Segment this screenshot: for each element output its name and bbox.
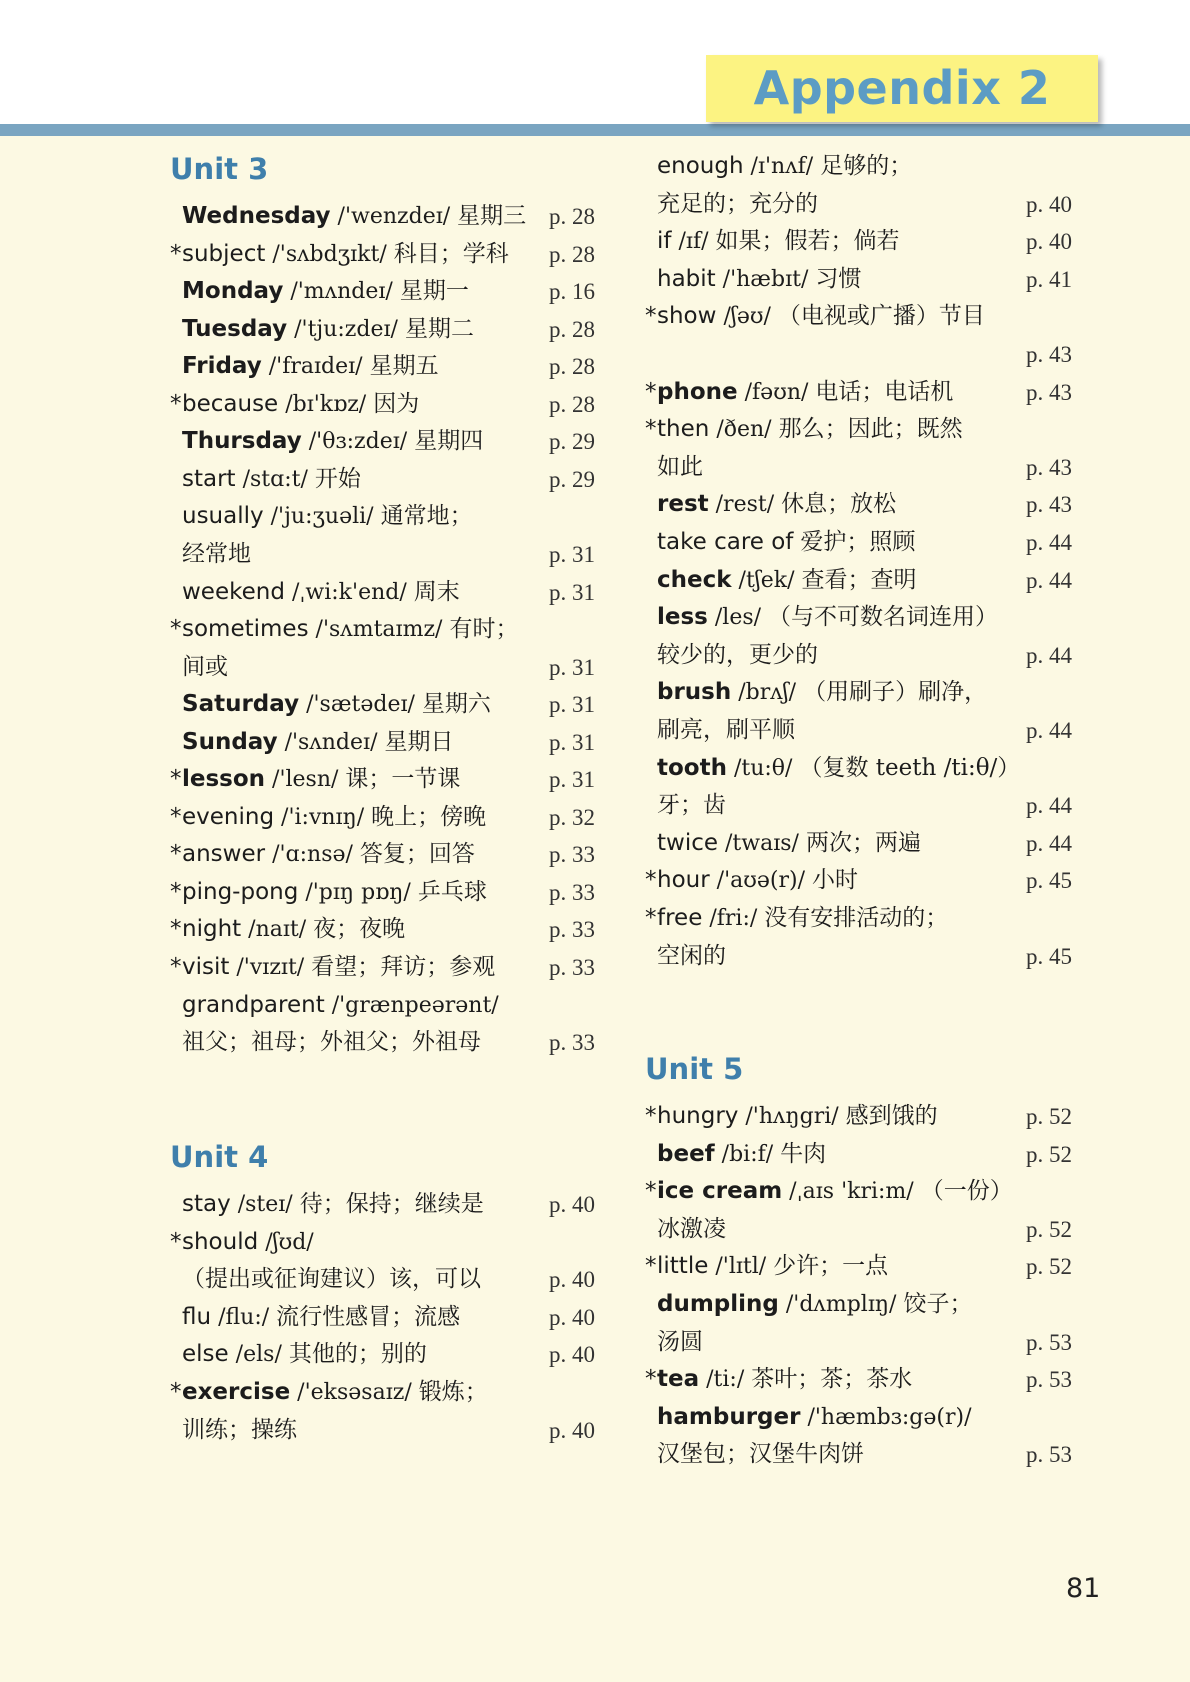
chinese-meaning: 如果；假若；倘若 <box>715 228 900 255</box>
unit-3-title: Unit 3 <box>170 152 269 186</box>
vocab-line <box>170 799 595 836</box>
page-reference: p. 40 <box>549 1304 595 1330</box>
vocab-line <box>170 236 595 273</box>
star-marker: * <box>170 240 182 267</box>
phonetic: /'pɪŋ pɒŋ/ <box>298 879 418 905</box>
vocab-word: Friday <box>182 353 262 380</box>
chinese-meaning: 查看；查明 <box>801 566 917 593</box>
vocab-line <box>170 198 595 235</box>
page-reference: p. 43 <box>1026 379 1072 405</box>
vocab-line <box>645 148 1072 185</box>
page-reference: p. 44 <box>1026 793 1072 819</box>
vocab-line <box>645 336 1072 373</box>
chinese-meaning: 间或 <box>182 653 228 680</box>
star-marker: * <box>645 905 657 931</box>
phonetic: /ðen/ <box>709 417 779 443</box>
vocab-word: else <box>182 1341 229 1368</box>
vocab-word: start <box>182 465 236 492</box>
chinese-meaning: 习惯 <box>815 265 862 292</box>
vocab-word: evening <box>182 803 275 830</box>
chinese-meaning: （复数 teeth /ti:θ/） <box>799 754 1021 781</box>
vocab-line <box>170 874 595 911</box>
chinese-meaning: 如此 <box>657 453 703 480</box>
vocab-word: show <box>657 303 717 330</box>
chinese-meaning: 看望；拜访；参观 <box>311 954 496 980</box>
vocab-word: ice cream <box>657 1178 783 1205</box>
phonetic: /rest/ <box>708 492 782 518</box>
page-reference: p. 31 <box>549 729 595 755</box>
vocab-line <box>645 825 1072 862</box>
vocab-word: then <box>657 416 710 443</box>
vocab-word: sometimes <box>182 616 309 643</box>
star-marker: * <box>170 766 182 793</box>
chinese-meaning: 没有安排活动的； <box>764 905 949 931</box>
page-reference: p. 44 <box>1026 830 1072 856</box>
vocab-line <box>645 562 1072 599</box>
page-reference: p. 28 <box>549 316 595 342</box>
star-marker: * <box>170 1228 182 1255</box>
vocab-word: because <box>182 390 279 417</box>
phonetic: /'i:vnɪŋ/ <box>274 804 372 830</box>
page-reference: p. 28 <box>549 241 595 267</box>
page-reference: p. 40 <box>549 1417 595 1443</box>
star-marker: * <box>645 1253 657 1280</box>
vocab-line <box>170 461 595 498</box>
page-reference: p. 53 <box>1026 1329 1072 1355</box>
vocab-word: Monday <box>182 278 284 305</box>
page-reference: p. 33 <box>549 917 595 943</box>
appendix-banner <box>706 55 1098 122</box>
vocab-line <box>170 1261 595 1298</box>
vocab-word: Thursday <box>182 428 302 455</box>
phonetic: /naɪt/ <box>241 917 314 943</box>
phonetic: /ʃʊd/ <box>258 1229 314 1255</box>
vocab-word: dumpling <box>657 1291 779 1317</box>
chinese-meaning: 汤圆 <box>657 1328 703 1355</box>
vocab-word: twice <box>657 829 719 856</box>
vocab-line <box>170 536 595 573</box>
vocab-line <box>645 938 1072 975</box>
phonetic: /'aʊə(r)/ <box>709 868 813 894</box>
vocab-word: less <box>657 604 708 631</box>
chinese-meaning: 小时 <box>812 867 859 894</box>
phonetic: /'sætədeɪ/ <box>299 692 422 718</box>
vocab-line <box>645 1173 1072 1210</box>
vocab-line <box>170 1224 595 1261</box>
vocab-line <box>645 449 1072 486</box>
vocab-word: check <box>657 566 732 593</box>
vocab-word: subject <box>182 240 266 267</box>
vocab-line <box>645 524 1072 561</box>
page-reference: p. 16 <box>549 279 595 305</box>
phonetic: /flu:/ <box>211 1304 277 1330</box>
chinese-meaning: 科目；学科 <box>393 240 509 267</box>
chinese-meaning: （提出或征询建议）该，可以 <box>182 1266 481 1293</box>
phonetic: /les/ <box>707 605 769 631</box>
page-reference: p. 52 <box>1026 1254 1072 1280</box>
vocab-word: brush <box>657 679 732 706</box>
chinese-meaning: 祖父；祖母；外祖父；外祖母 <box>182 1029 481 1056</box>
vocab-line <box>170 987 595 1024</box>
vocab-word: hamburger <box>657 1403 801 1430</box>
phonetic: /brʌʃ/ <box>731 680 804 706</box>
vocab-word: habit <box>657 265 716 292</box>
page-reference: p. 29 <box>549 466 595 492</box>
page-reference: p. 31 <box>549 541 595 567</box>
chinese-meaning: 较少的，更少的 <box>657 641 818 668</box>
vocab-line <box>645 862 1072 899</box>
chinese-meaning: 因为 <box>373 390 420 417</box>
vocab-word: free <box>657 905 703 931</box>
phonetic: /tu:θ/ <box>726 755 800 781</box>
page-reference: p. 52 <box>1026 1216 1072 1242</box>
phonetic: /'hʌŋgri/ <box>738 1104 846 1129</box>
phonetic: /'dʌmplɪŋ/ <box>778 1292 904 1317</box>
vocab-line <box>645 411 1072 448</box>
vocab-line <box>170 386 595 423</box>
phonetic: /els/ <box>228 1342 289 1368</box>
vocab-line <box>645 1248 1072 1285</box>
vocab-word: flu <box>182 1303 212 1330</box>
page-reference: p. 53 <box>1026 1367 1072 1393</box>
vocab-line <box>645 223 1072 260</box>
vocab-word: Tuesday <box>182 315 288 342</box>
chinese-meaning: 乒乓球 <box>417 878 487 905</box>
vocab-line <box>645 1324 1072 1361</box>
chinese-meaning: 爱护；照顾 <box>800 529 916 555</box>
page-reference: p. 28 <box>549 204 595 229</box>
star-marker: * <box>170 954 182 980</box>
star-marker: * <box>170 616 182 643</box>
vocab-line <box>645 186 1072 223</box>
page-reference: p. 44 <box>1026 530 1072 555</box>
chinese-meaning: 训练；操练 <box>182 1416 297 1443</box>
chinese-meaning: 有时； <box>449 616 519 643</box>
phonetic: /bɪ'kɒz/ <box>278 391 374 417</box>
page-reference: p. 33 <box>549 955 595 980</box>
chinese-meaning: 通常地； <box>380 503 473 530</box>
page-reference: p. 33 <box>549 879 595 905</box>
unit-5-title: Unit 5 <box>645 1052 744 1086</box>
chinese-meaning: （一份） <box>920 1178 1013 1205</box>
page-reference: p. 33 <box>549 1030 595 1056</box>
vocab-line <box>645 900 1072 937</box>
chinese-meaning: 冰激凌 <box>657 1215 726 1242</box>
page-reference: p. 52 <box>1026 1104 1072 1129</box>
vocab-word: little <box>657 1253 709 1280</box>
star-marker: * <box>170 916 182 943</box>
vocab-line <box>645 1286 1072 1323</box>
vocab-line <box>645 1098 1072 1135</box>
chinese-meaning: 答复；回答 <box>359 841 475 868</box>
vocab-line <box>645 1211 1072 1248</box>
phonetic: /steɪ/ <box>230 1192 300 1217</box>
phonetic: /ˌwi:k'end/ <box>284 579 414 605</box>
vocab-line <box>170 1336 595 1373</box>
page-reference: p. 31 <box>549 692 595 718</box>
page-reference: p. 40 <box>1026 191 1072 217</box>
page-reference: p. 28 <box>549 391 595 417</box>
vocab-line <box>170 1186 595 1223</box>
star-marker: * <box>645 867 657 894</box>
page-reference: p. 29 <box>549 429 595 455</box>
vocab-word: Sunday <box>182 728 278 755</box>
vocab-line <box>170 348 595 385</box>
chinese-meaning: 星期一 <box>399 278 469 305</box>
page-reference: p. 28 <box>549 354 595 380</box>
chinese-meaning: 晚上；傍晚 <box>371 803 487 830</box>
phonetic: /ɪ'nʌf/ <box>743 154 821 179</box>
star-marker: * <box>645 1178 657 1205</box>
chinese-meaning: 夜；夜晚 <box>313 916 406 943</box>
vocab-line <box>170 311 595 348</box>
chinese-meaning: （电视或广播）节目 <box>777 303 985 330</box>
chinese-meaning: 汉堡包；汉堡牛肉饼 <box>657 1441 864 1468</box>
vocab-line <box>645 712 1072 749</box>
vocab-line <box>645 374 1072 411</box>
page-reference: p. 44 <box>1026 642 1072 668</box>
vocab-line <box>170 1024 595 1061</box>
phonetic: /ˌaɪs 'kri:m/ <box>782 1179 921 1205</box>
page-reference: p. 32 <box>549 804 595 830</box>
page-reference: p. 31 <box>549 654 595 680</box>
page-number: 81 <box>1066 1573 1101 1604</box>
vocab-line <box>170 574 595 611</box>
phonetic: /ti:/ <box>699 1367 752 1393</box>
page-reference: p. 43 <box>1026 342 1072 367</box>
phonetic: /'mʌndeɪ/ <box>283 279 400 305</box>
vocab-line <box>645 1136 1072 1173</box>
star-marker: * <box>170 390 182 417</box>
vocab-line <box>645 261 1072 298</box>
phonetic: /'hæmbɜ:gə(r)/ <box>800 1404 972 1430</box>
phonetic: /ʃəʊ/ <box>716 304 778 330</box>
page-reference: p. 40 <box>1026 229 1072 255</box>
vocab-word: phone <box>657 378 738 405</box>
vocab-word: rest <box>657 491 709 518</box>
vocab-word: night <box>182 916 242 943</box>
chinese-meaning: 开始 <box>314 465 361 492</box>
page-reference: p. 53 <box>1026 1442 1072 1468</box>
phonetic: /'fraɪdeɪ/ <box>261 354 370 380</box>
chinese-meaning: 待；保持；继续是 <box>299 1191 484 1217</box>
appendix-title: Appendix 2 <box>753 61 1051 115</box>
chinese-meaning: 电话；电话机 <box>815 378 954 405</box>
page-reference: p. 45 <box>1026 868 1072 894</box>
vocab-line <box>645 1361 1072 1398</box>
phonetic: /'grænpeərənt/ <box>324 992 499 1018</box>
vocab-line <box>170 949 595 986</box>
page-reference: p. 44 <box>1026 567 1072 593</box>
page-reference: p. 44 <box>1026 718 1072 743</box>
star-marker: * <box>645 1103 657 1129</box>
chinese-meaning: 感到饿的 <box>845 1103 938 1129</box>
chinese-meaning: 两次；两遍 <box>805 829 921 856</box>
vocab-word: if <box>657 228 672 255</box>
star-marker: * <box>170 878 182 905</box>
chinese-meaning: 充足的；充分的 <box>657 190 818 217</box>
vocab-word: answer <box>182 841 266 868</box>
chinese-meaning: 星期三 <box>457 203 527 229</box>
vocab-word: stay <box>182 1191 231 1217</box>
vocab-word: should <box>182 1228 259 1255</box>
chinese-meaning: 星期四 <box>414 428 484 455</box>
chinese-meaning: 课；一节课 <box>345 766 461 793</box>
star-marker: * <box>645 378 657 405</box>
vocab-line <box>170 836 595 873</box>
page-reference: p. 43 <box>1026 454 1072 480</box>
vocab-line <box>645 637 1072 674</box>
phonetic: /bi:f/ <box>714 1141 781 1167</box>
star-marker: * <box>170 803 182 830</box>
page-reference: p. 31 <box>549 579 595 605</box>
chinese-meaning: 饺子； <box>903 1291 973 1317</box>
vocab-line <box>170 686 595 723</box>
vocab-line <box>645 1399 1072 1436</box>
phonetic: /'vɪzɪt/ <box>229 955 312 980</box>
phonetic: /'lesn/ <box>265 767 346 793</box>
vocab-word: grandparent <box>182 991 325 1018</box>
page-reference: p. 45 <box>1026 943 1072 969</box>
page-reference: p. 43 <box>1026 492 1072 518</box>
phonetic: /'hæbɪt/ <box>715 266 816 292</box>
vocab-line <box>170 761 595 798</box>
vocab-line <box>170 498 595 535</box>
vocab-word: hour <box>657 867 710 894</box>
phonetic: /stɑ:t/ <box>235 466 315 492</box>
vocab-line <box>645 486 1072 523</box>
vocab-word: enough <box>657 153 744 179</box>
header-rule <box>0 124 1190 136</box>
chinese-meaning: 牙；齿 <box>657 792 726 819</box>
vocab-line <box>170 273 595 310</box>
vocab-line <box>170 611 595 648</box>
vocab-line <box>170 724 595 761</box>
vocab-line <box>645 787 1072 824</box>
vocab-line <box>170 1374 595 1411</box>
chinese-meaning: 星期日 <box>384 728 454 755</box>
chinese-meaning: 锻炼； <box>418 1379 488 1405</box>
chinese-meaning: 牛肉 <box>780 1140 827 1167</box>
vocab-word: tea <box>657 1366 700 1393</box>
vocab-word: visit <box>182 954 230 980</box>
phonetic: /'ju:ʒuəli/ <box>263 504 381 530</box>
page-reference: p. 40 <box>549 1267 595 1293</box>
phonetic: /'tju:zdeɪ/ <box>287 316 405 342</box>
chinese-meaning: 足够的； <box>820 153 913 179</box>
phonetic: /'wenzdeɪ/ <box>330 204 458 229</box>
chinese-meaning: 星期二 <box>404 315 474 342</box>
chinese-meaning: 休息；放松 <box>781 491 897 518</box>
phonetic: /tʃek/ <box>731 567 802 593</box>
chinese-meaning: 星期五 <box>369 353 439 380</box>
star-marker: * <box>645 416 657 443</box>
phonetic: /'sʌbdʒɪkt/ <box>265 241 394 267</box>
vocab-line <box>170 649 595 686</box>
star-marker: * <box>170 841 182 868</box>
vocab-word: usually <box>182 503 264 530</box>
vocab-word: lesson <box>182 766 266 793</box>
vocab-word: ping-pong <box>182 878 299 905</box>
vocab-word: weekend <box>182 578 285 605</box>
star-marker: * <box>170 1379 182 1405</box>
vocab-line <box>645 599 1072 636</box>
chinese-meaning: （与不可数名词连用） <box>768 604 999 631</box>
vocab-word: take care of <box>657 529 794 555</box>
chinese-meaning: 流行性感冒；流感 <box>276 1303 461 1330</box>
vocab-line <box>645 1436 1072 1473</box>
chinese-meaning: 周末 <box>413 578 460 605</box>
vocab-word: tooth <box>657 754 727 781</box>
vocab-line <box>170 423 595 460</box>
phonetic: /'eksəsaɪz/ <box>290 1380 419 1405</box>
page-reference: p. 52 <box>1026 1141 1072 1167</box>
page-reference: p. 31 <box>549 767 595 793</box>
phonetic: /twaɪs/ <box>718 830 806 856</box>
chinese-meaning: 茶叶；茶；茶水 <box>751 1366 913 1393</box>
vocab-line <box>645 298 1072 335</box>
vocab-line <box>170 1412 595 1449</box>
vocab-line <box>645 750 1072 787</box>
vocab-word: hungry <box>657 1103 739 1129</box>
star-marker: * <box>645 1366 657 1393</box>
vocab-word: exercise <box>182 1379 291 1405</box>
chinese-meaning: 刷亮，刷平顺 <box>657 717 795 743</box>
chinese-meaning: 少许；一点 <box>773 1253 889 1280</box>
phonetic: /'lɪtl/ <box>708 1254 774 1280</box>
vocab-line <box>645 674 1072 711</box>
phonetic: /fəʊn/ <box>737 379 816 405</box>
vocab-word: beef <box>657 1140 715 1167</box>
page-reference: p. 40 <box>549 1192 595 1217</box>
phonetic: /'sʌmtaɪmz/ <box>308 617 450 643</box>
unit-4-title: Unit 4 <box>170 1140 269 1174</box>
vocab-line <box>170 911 595 948</box>
chinese-meaning: 星期六 <box>421 691 491 718</box>
chinese-meaning: 其他的；别的 <box>288 1341 427 1368</box>
chinese-meaning: 那么；因此；既然 <box>778 416 963 443</box>
page-reference: p. 41 <box>1026 266 1072 292</box>
phonetic: /'θɜ:zdeɪ/ <box>301 429 415 455</box>
chinese-meaning: 空闲的 <box>657 942 726 969</box>
phonetic: /ɪf/ <box>671 229 716 255</box>
vocab-line <box>170 1299 595 1336</box>
phonetic: /'ɑ:nsə/ <box>265 842 360 868</box>
chinese-meaning: （用刷子）刷净， <box>803 679 988 706</box>
vocab-word: Wednesday <box>182 203 331 229</box>
star-marker: * <box>645 303 657 330</box>
page-reference: p. 40 <box>549 1342 595 1368</box>
vocab-word: Saturday <box>182 691 300 718</box>
page-reference: p. 33 <box>549 842 595 868</box>
phonetic: /fri:/ <box>702 906 765 931</box>
chinese-meaning: 经常地 <box>182 540 251 567</box>
phonetic: /'sʌndeɪ/ <box>277 729 385 755</box>
